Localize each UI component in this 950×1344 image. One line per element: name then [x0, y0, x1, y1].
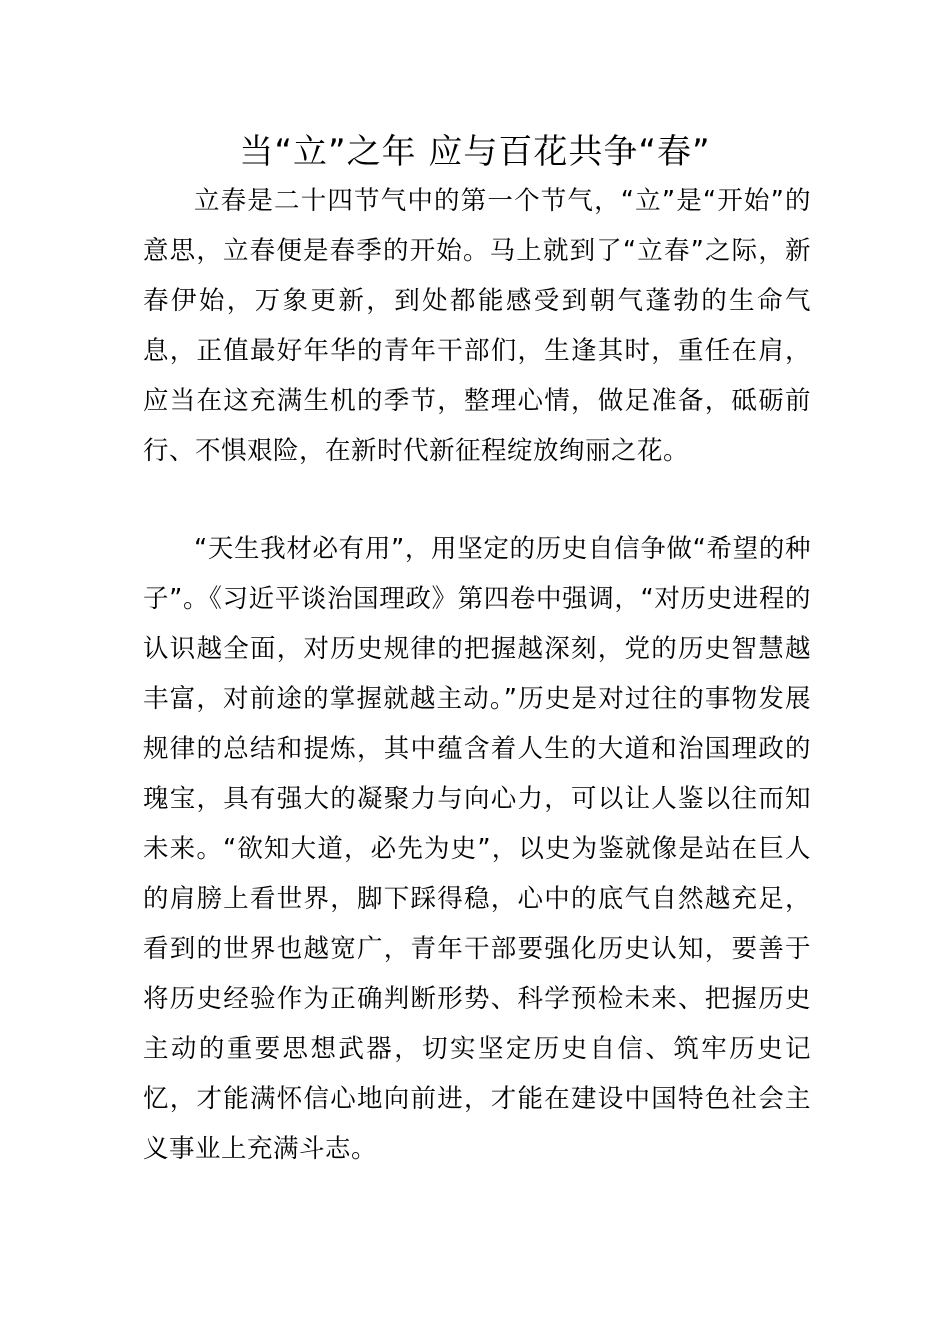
document-title: 当“立”之年 应与百花共争“春”: [239, 132, 711, 172]
paragraph-1: 立春是二十四节气中的第一个节气，“立”是“开始”的意思，立春便是春季的开始。马上就到了“立春”之际，新春伊始，万象更新，到处都能感受到朝气蓬勃的生命气息，正值最好年华的青年干部们，生逢其时，重任在肩，应当在这充满生机的季节，整理心情，做足准备，砥砺前行、不惧艰险，在新时代新征程绽放绚丽之花。: [143, 186, 811, 466]
paragraph-2: “天生我材必有用”，用坚定的历史自信争做“希望的种子”。《习近平谈治国理政》第四卷中强调，“对历史进程的认识越全面，对历史规律的把握越深刻，党的历史智慧越丰富，对前途的掌握就越主动。”历史是对过往的事物发展规律的总结和提炼，其中蕴含着人生的大道和治国理政的瑰宝，具有强大的凝聚力与向心力，可以让人鉴以往而知未来。“欲知大道，必先为史”，以史为鉴就像是站在巨人的肩膀上看世界，脚下踩得稳，心中的底气自然越充足，看到的世界也越宽广，青年干部要强化历史认知，要善于将历史经验作为正确判断形势、科学预检未来、把握历史主动的重要思想武器，切实坚定历史自信、筑牢历史记忆，才能满怀信心地向前进，才能在建设中国特色社会主义事业上充满斗志。: [143, 534, 811, 1164]
